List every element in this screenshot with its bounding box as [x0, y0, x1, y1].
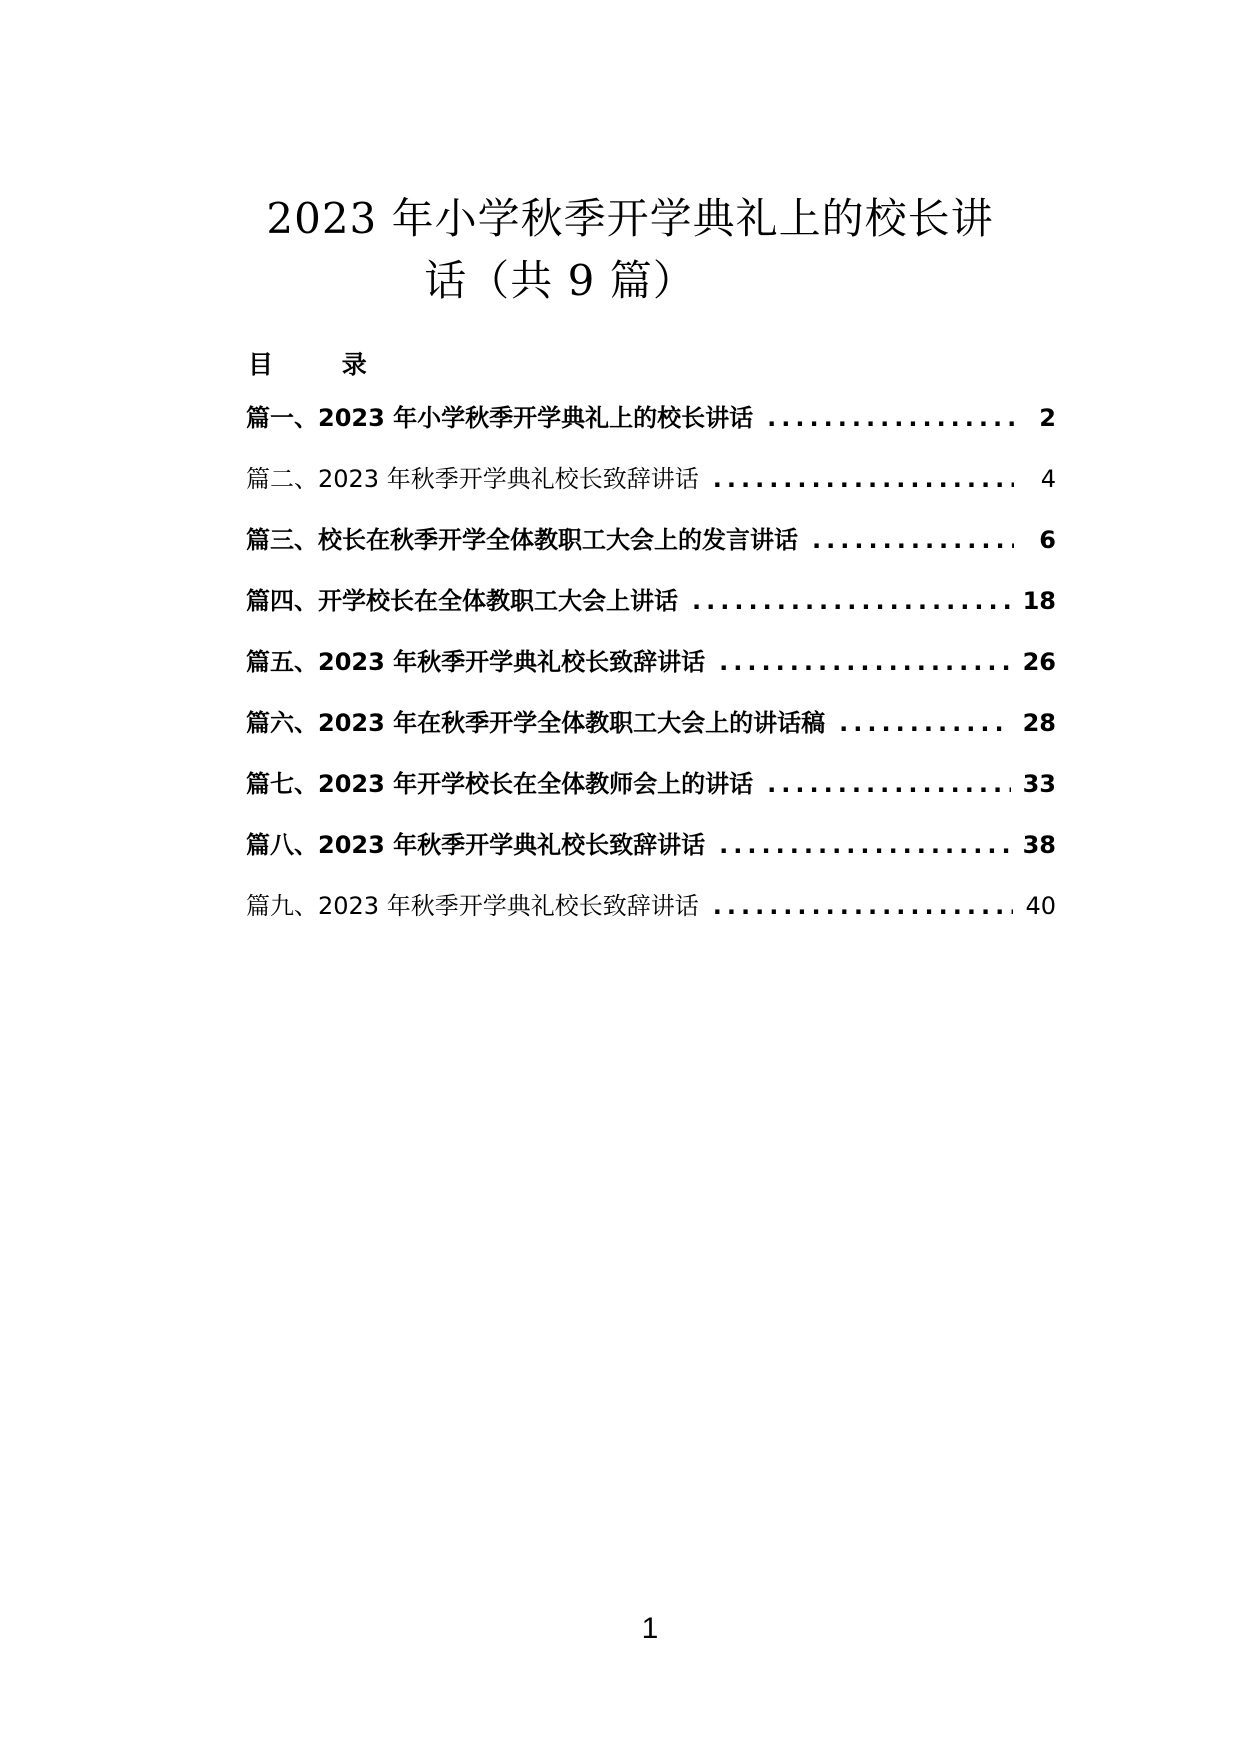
document-title-line-2: 话（共 9 篇） [424, 256, 696, 305]
toc-entry-label: 篇八、2023 年秋季开学典礼校长致辞讲话 [246, 831, 706, 859]
toc-entry-page: 18 [1022, 587, 1056, 615]
toc-heading: 目 录 [248, 350, 397, 379]
document-title [200, 188, 1060, 312]
toc-entry[interactable] [246, 886, 1056, 947]
toc-entry[interactable] [246, 642, 1056, 703]
toc-dot-leader [812, 526, 1014, 554]
page-number: 1 [641, 1612, 659, 1645]
toc-entry[interactable] [246, 398, 1056, 459]
toc-entry[interactable] [246, 520, 1056, 581]
toc-dot-leader [713, 892, 1014, 920]
document-title-line-1: 2023 年小学秋季开学典礼上的校长讲 [266, 194, 994, 243]
toc-entry-label: 篇一、2023 年小学秋季开学典礼上的校长讲话 [246, 404, 754, 432]
toc-entry-page: 4 [1040, 465, 1056, 493]
toc-dot-leader [767, 404, 1014, 432]
toc-entry[interactable] [246, 581, 1056, 642]
toc-dot-leader [767, 770, 1010, 798]
toc-dot-leader [719, 648, 1010, 676]
toc-dot-leader [719, 831, 1010, 859]
toc-entry[interactable] [246, 459, 1056, 520]
toc-entry-label: 篇九、2023 年秋季开学典礼校长致辞讲话 [246, 892, 699, 920]
toc-entry[interactable] [246, 703, 1056, 764]
toc-entry-label: 篇二、2023 年秋季开学典礼校长致辞讲话 [246, 465, 699, 493]
toc-entry-label: 篇七、2023 年开学校长在全体教师会上的讲话 [246, 770, 754, 798]
toc-entry-page: 2 [1039, 404, 1056, 432]
toc-entry[interactable] [246, 764, 1056, 825]
toc-entry-page: 6 [1039, 526, 1056, 554]
toc-entry-label: 篇五、2023 年秋季开学典礼校长致辞讲话 [246, 648, 706, 676]
toc-entry[interactable] [246, 825, 1056, 886]
toc-dot-leader [713, 465, 1014, 493]
toc-entry-page: 28 [1022, 709, 1056, 737]
toc-entry-page: 38 [1022, 831, 1056, 859]
toc-entry-page: 40 [1025, 892, 1056, 920]
table-of-contents [246, 398, 1056, 947]
toc-entry-label: 篇六、2023 年在秋季开学全体教职工大会上的讲话稿 [246, 709, 826, 737]
toc-entry-label: 篇四、开学校长在全体教职工大会上讲话 [246, 587, 678, 615]
toc-dot-leader [692, 587, 1011, 615]
toc-entry-page: 26 [1022, 648, 1056, 676]
toc-entry-page: 33 [1022, 770, 1056, 798]
toc-dot-leader [839, 709, 1010, 737]
toc-entry-label: 篇三、校长在秋季开学全体教职工大会上的发言讲话 [246, 526, 798, 554]
